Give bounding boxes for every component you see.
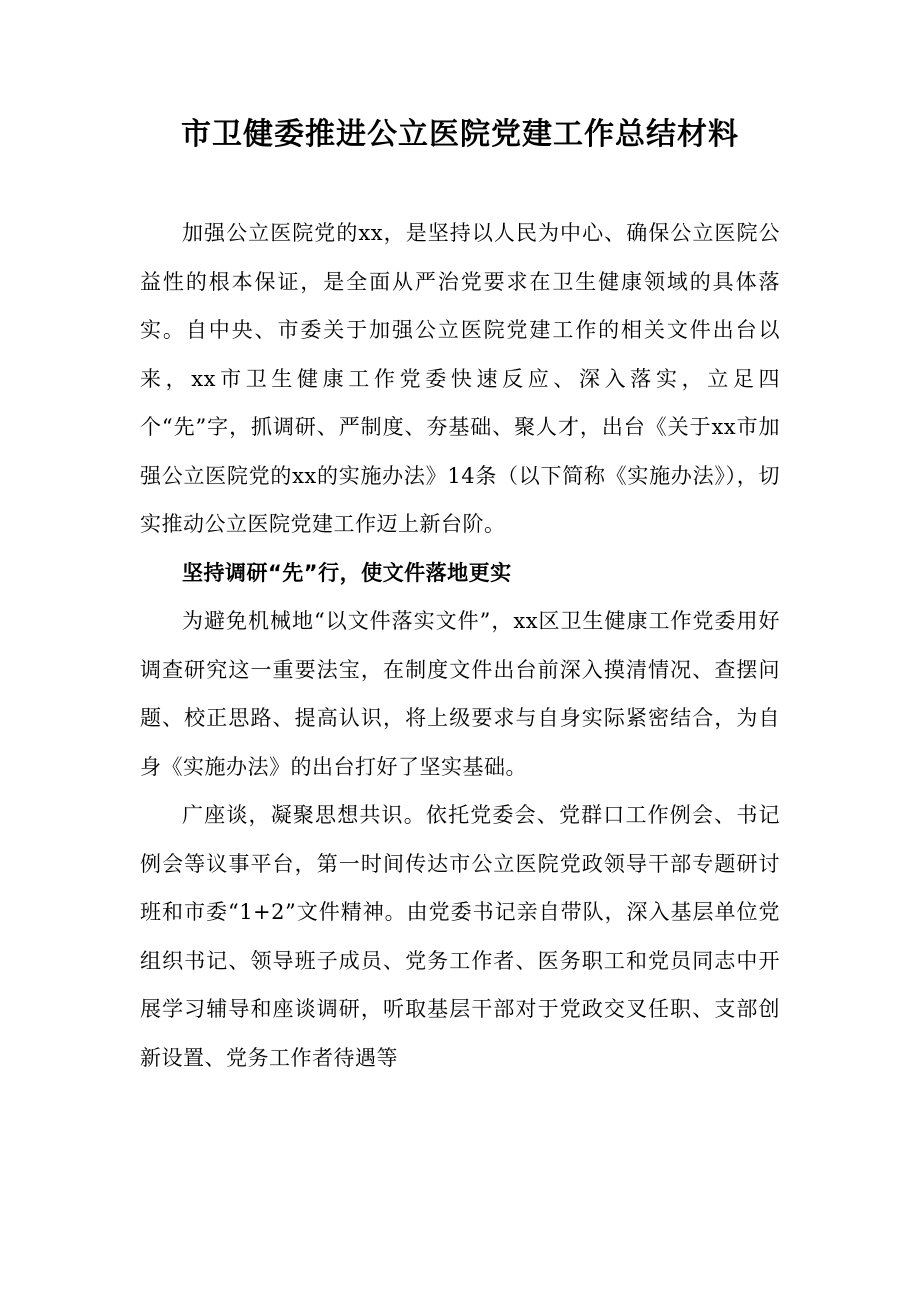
document-body xyxy=(140,209,780,1082)
document-title: 市卫健委推进公立医院党建工作总结材料 xyxy=(181,117,739,152)
section-paragraph: 为避免机械地“以文件落实文件”，xx区卫生健康工作党委用好调查研究这一重要法宝，在制度文件出台前深入摸清情况、查摆问题、校正思路、提高认识，将上级要求与自身实际紧密结合，为自身《实施办法》的出台打好了坚实基础。 xyxy=(140,609,780,779)
intro-paragraph: 加强公立医院党的xx，是坚持以人民为中心、确保公立医院公益性的根本保证，是全面从严治党要求在卫生健康领域的具体落实。自中央、市委关于加强公立医院党建工作的相关文件出台以来，xx市卫生健康工作党委快速反应、深入落实，立足四个“先”字，抓调研、严制度、夯基础、聚人才，出台《关于xx市加强公立医院党的xx的实施办法》14条（以下简称《实施办法》），切实推动公立医院党建工作迈上新台阶。 xyxy=(140,221,780,536)
section-heading: 坚持调研“先”行，使文件落地更实 xyxy=(182,560,512,585)
section-paragraph: 广座谈，凝聚思想共识。依托党委会、党群口工作例会、书记例会等议事平台，第一时间传达市公立医院党政领导干部专题研讨班和市委“1+2”文件精神。由党委书记亲自带队，深入基层单位党组织书记、领导班子成员、党务工作者、医务职工和党员同志中开展学习辅导和座谈调研，听取基层干部对于党政交叉任职、支部创新设置、党务工作者待遇等 xyxy=(140,803,780,1070)
